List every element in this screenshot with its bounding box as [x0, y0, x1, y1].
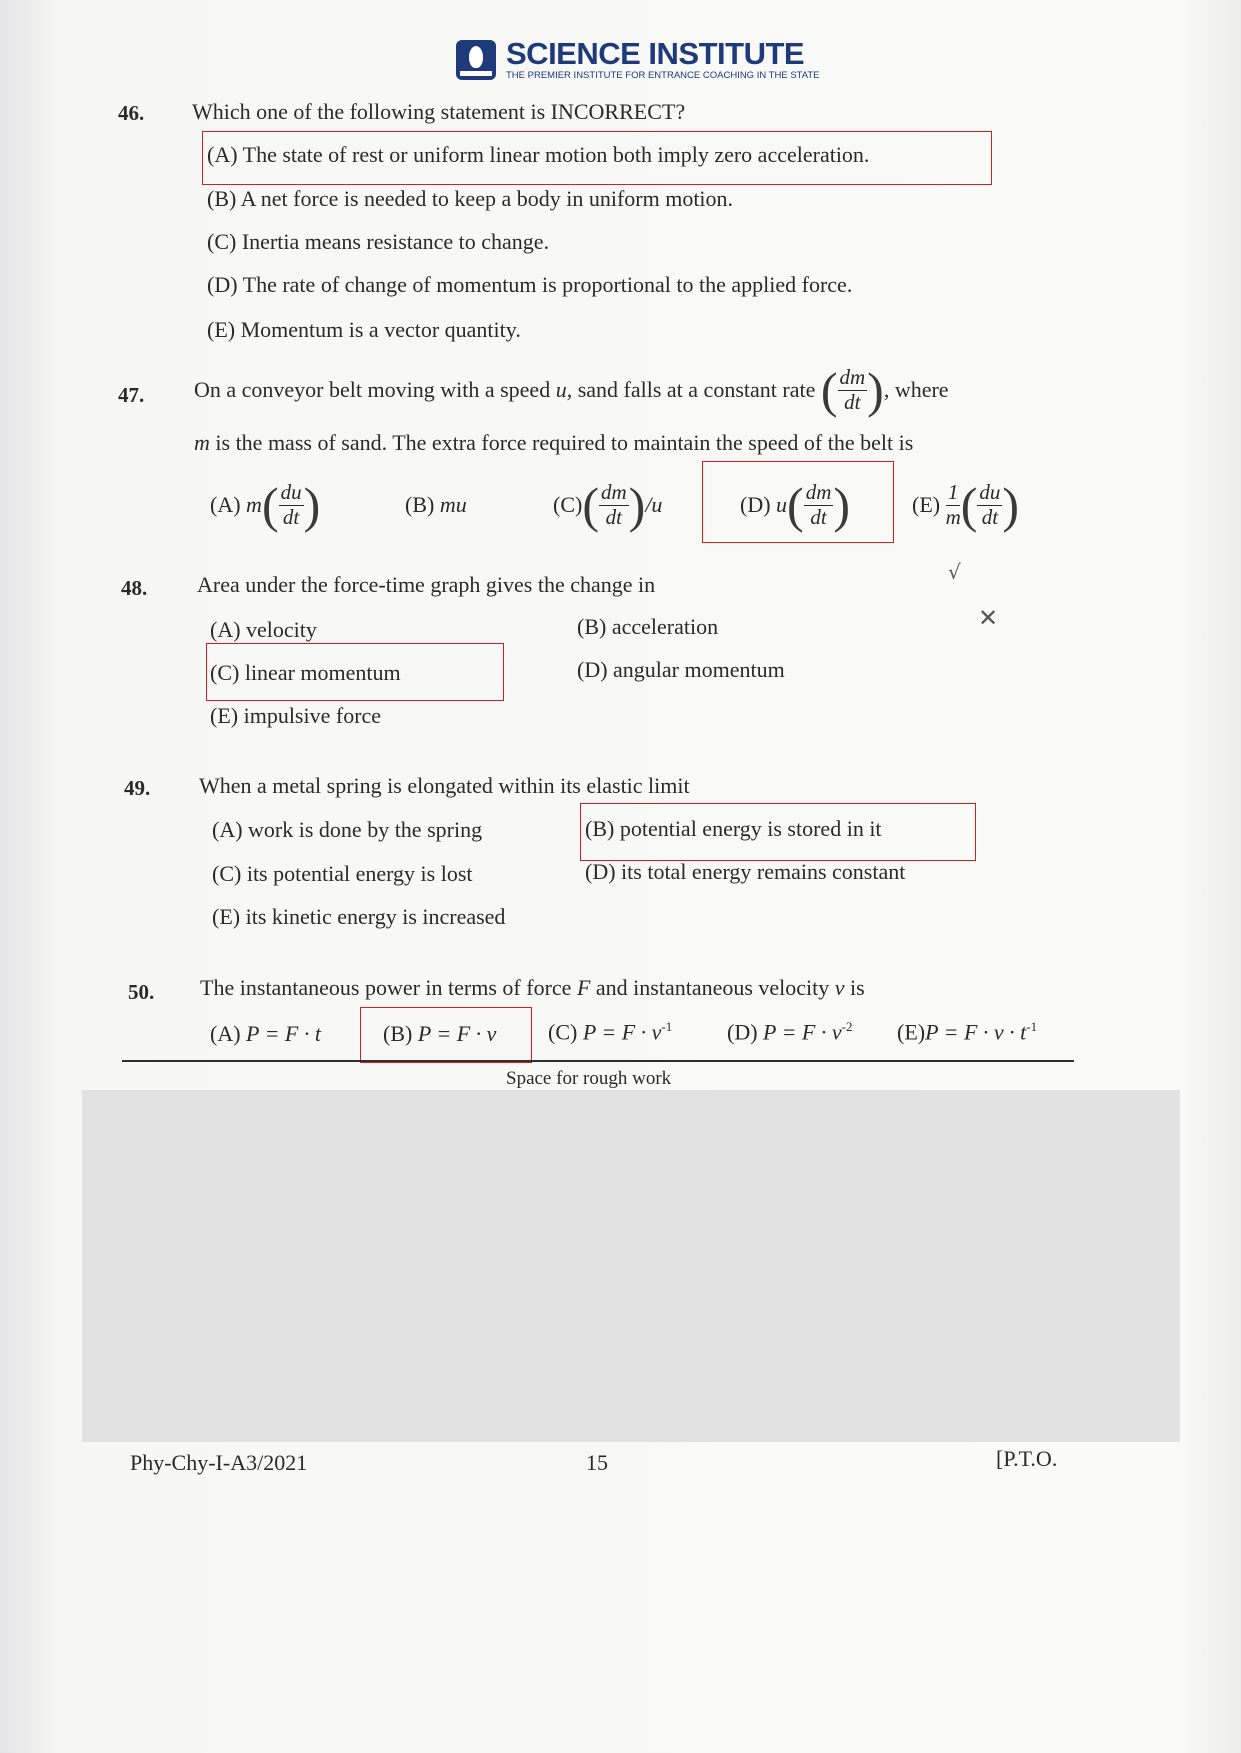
question-48-option-a: (A) velocity [210, 617, 317, 642]
question-47-text-c: , where [883, 377, 949, 402]
question-48-number: 48. [121, 576, 148, 600]
question-50-text: The instantaneous power in terms of force F and instantaneous velocity v is [200, 975, 865, 1000]
question-47-text-b: , sand falls at a constant rate [566, 377, 816, 402]
question-48-text: Area under the force-time graph gives the change in [197, 572, 656, 597]
question-47-line-1: On a conveyor belt moving with a speed u , sand falls at a constant rate ( $\frac{dm}{dt}$ ) , where [194, 362, 949, 418]
question-47-option-d: (D) u ( $\frac{dm}{dt}$ ) [740, 477, 851, 533]
question-46-option-b: (B) A net force is needed to keep a body in uniform motion. [207, 186, 734, 211]
question-50-number: 50. [128, 980, 155, 1004]
question-50-option-a: (A) P = F · t [210, 1021, 321, 1046]
question-46-option-a: (A) The state of rest or uniform linear motion both imply zero acceleration. [207, 142, 870, 167]
question-47-option-e: (E) $\frac{1}{m}$ ( $\frac{du}{dt}$ ) [912, 477, 1020, 533]
question-50-option-c: (C) $P = F \cdot v^{-1}$ [548, 1019, 673, 1045]
question-46-number: 46. [118, 101, 145, 125]
question-48-option-d: (D) angular momentum [577, 657, 785, 682]
handwritten-tick-mark: √ [948, 560, 961, 584]
question-47-rate-fraction: $\frac{dm}{dt}$ [839, 365, 866, 414]
question-48-option-c: (C) linear momentum [210, 660, 401, 685]
question-49-option-d: (D) its total energy remains constant [585, 859, 906, 884]
question-47-line-2 [194, 430, 913, 456]
question-49-option-b: (B) potential energy is stored in it [585, 816, 882, 841]
question-46-option-d: (D) The rate of change of momentum is proportional to the applied force. [207, 272, 853, 297]
rough-work-area [82, 1090, 1180, 1442]
question-47-line-2-text: is the mass of sand. The extra force required to maintain the speed of the belt is [215, 430, 914, 455]
question-47-speed-symbol: u [555, 377, 567, 402]
question-49-option-c: (C) its potential energy is lost [212, 861, 473, 886]
question-47-number: 47. [118, 383, 145, 407]
please-turn-over: [P.T.O. [996, 1446, 1058, 1471]
question-46-text: Which one of the following statement is INCORRECT? [192, 99, 686, 124]
question-46-option-e: (E) Momentum is a vector quantity. [207, 317, 521, 342]
question-48-option-b: (B) acceleration [577, 614, 719, 639]
question-47-option-b: (B) mu [405, 492, 467, 517]
question-47-text-a: On a conveyor belt moving with a speed [194, 377, 551, 402]
institute-logo-icon [456, 40, 496, 80]
handwritten-cross-mark: ✕ [978, 604, 999, 632]
page-number: 15 [586, 1450, 608, 1475]
rough-work-divider [122, 1060, 1074, 1062]
question-48-option-e: (E) impulsive force [210, 703, 382, 728]
paper-code: Phy-Chy-I-A3/2021 [130, 1450, 308, 1475]
question-49-text: When a metal spring is elongated within its elastic limit [199, 773, 690, 798]
question-47-option-a: (A) m ( $\frac{du}{dt}$ ) [210, 477, 321, 533]
institute-name: SCIENCE INSTITUTE [506, 36, 805, 71]
question-50-option-d: (D) $P = F \cdot v^{-2}$ [727, 1019, 853, 1045]
question-49-option-e: (E) its kinetic energy is increased [212, 904, 506, 929]
question-46-option-c: (C) Inertia means resistance to change. [207, 229, 550, 254]
rough-work-label: Space for rough work [506, 1068, 672, 1089]
question-50-option-e: $(E)P = F \cdot v \cdot t^{-1}$ [897, 1019, 1038, 1045]
institute-tagline: THE PREMIER INSTITUTE FOR ENTRANCE COACHING IN THE STATE [506, 70, 820, 81]
question-49-option-a: (A) work is done by the spring [212, 817, 483, 842]
question-47-option-c: (C) ( $\frac{dm}{dt}$ ) /u [553, 477, 663, 533]
question-50-option-b: (B) P = F · v [383, 1021, 497, 1046]
question-47-mass-symbol: m [194, 430, 210, 455]
question-49-number: 49. [124, 776, 151, 800]
